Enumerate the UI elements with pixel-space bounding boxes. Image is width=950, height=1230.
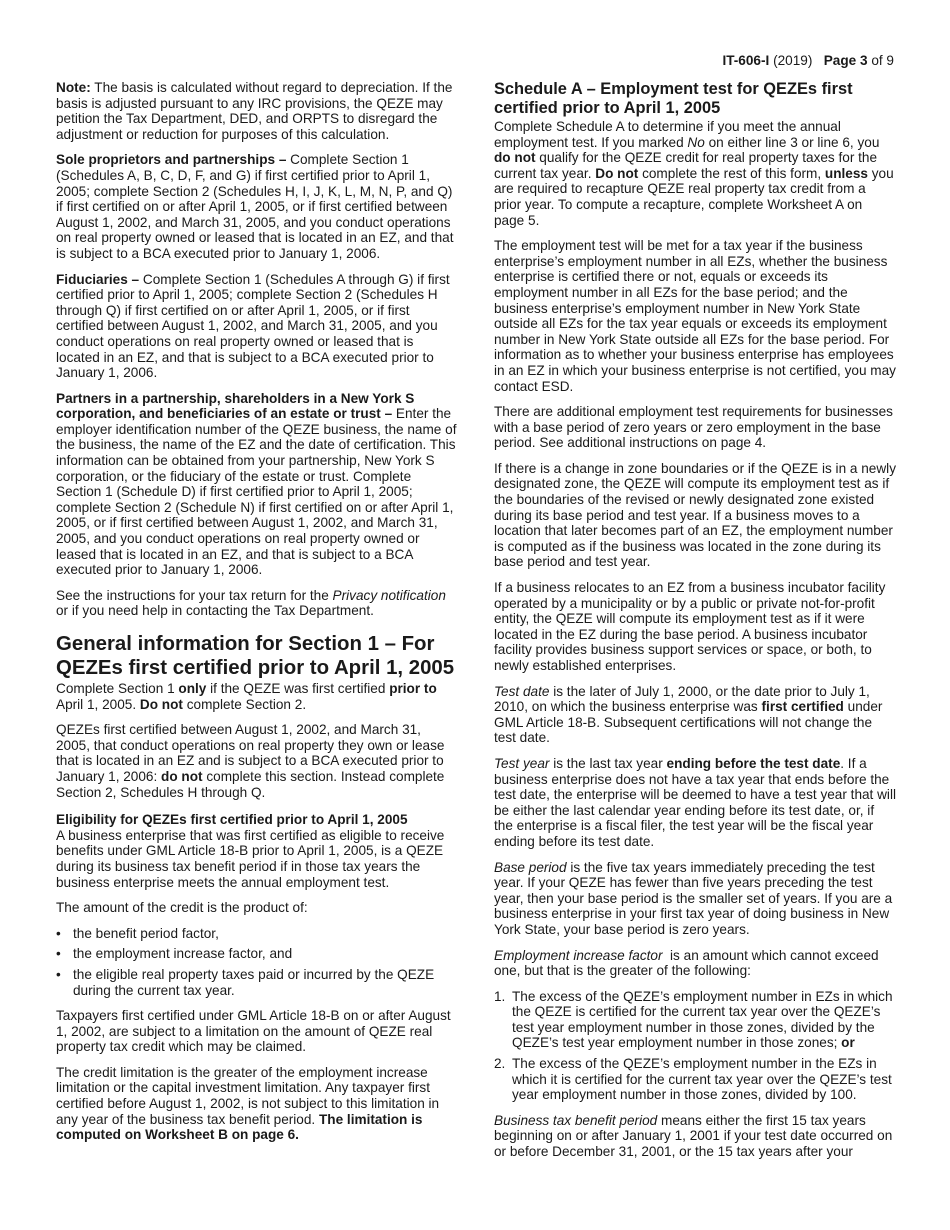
eligibility-paragraph: A business enterprise that was first certified as eligible to receive benefits under GML Article 18-B prior to April 1, 2005, is a QEZE during its business tax benefit period if in those tax years the business enterprise meets the annual employment test. (56, 827, 445, 890)
zone-change-paragraph: If there is a change in zone boundaries or if the QEZE is in a newly designated zone, the QEZE will compute its employment test as if the boundaries of the revised or newly designated zone existed during its base period and test year. If a business moves to a location that later becomes part of an EZ, the employment number is computed as if the business was located in the zone during its base period and test year. (494, 460, 896, 570)
employment-test-paragraph: The employment test will be met for a tax year if the business enterprise’s employment number in all EZs, whether the business enterprise is certified there or not, equals or exceeds its employment number in all EZs for the base period; and the business enterprise’s employment number in New York State outside all EZs for the tax year equals or exceeds its employment number in New York State outside all EZs for the base period. For information as to whether your business enterprise has employees in an EZ in which your business enterprise is not certified, you may contact ESD. (494, 238, 896, 394)
additional-requirements-paragraph: There are additional employment test requirements for businesses with a base period of zero years or zero employment in the base period. See additional instructions on page 4. (494, 404, 893, 451)
complete-section-paragraph: Complete Section 1 only if the QEZE was first certified prior to April 1, 2005. Do not complete Section 2. (56, 681, 437, 712)
form-year: (2019) (773, 53, 813, 68)
right-column (494, 80, 896, 1170)
eligibility-heading: Eligibility for QEZEs first certified prior to April 1, 2005 (56, 812, 408, 828)
list-item: 2. The excess of the QEZE’s employment number in the EZs in which it is certified for the current tax year over the QEZE’s test year employment number in those zones, divided by 100. (494, 1056, 892, 1103)
qezes-between-paragraph: QEZEs first certified between August 1, 2002, and March 31, 2005, that conduct operations on real property they own or lease that is located in an EZ and is subject to a BCA executed prior to January 1, 2006: do not complete this section. Instead complete Section 2, Schedules H through Q. (56, 722, 445, 800)
form-id: IT-606-I (722, 53, 770, 68)
amount-intro: The amount of the credit is the product of: (56, 900, 308, 916)
taxpayers-paragraph: Taxpayers first certified under GML Article 18-B on or after August 1, 2002, are subject to a limitation on the amount of QEZE real property tax credit which may be claimed. (56, 1008, 451, 1055)
base-period-paragraph: Base period is the five tax years immediately preceding the test year. If your QEZE has fewer than five years preceding the test year, then your base period is the smaller set of years. If you are a business enterprise in your first tax year of doing business in New York State, your base period is zero years. (494, 859, 893, 937)
sole-proprietors-paragraph: Sole proprietors and partnerships – Complete Section 1 (Schedules A, B, C, D, F, and G) if first certified prior to April 1, 2005; complete Section 2 (Schedules H, I, J, K, L, M, N, P, and Q) if first certified on or after April 1, 2005, or if first certified between August 1, 2002, and March 31, 2005, and you conduct operations on real property owned or leased that is located in an EZ, and that is subject to a BCA executed prior to January 1, 2006. (56, 152, 454, 261)
credit-limitation-paragraph: The credit limitation is the greater of the employment increase limitation or the capital investment limitation. Any taxpayer first certified before August 1, 2002, is not subject to this limitation in any year of the business tax benefit period. The limitation is computed on Worksheet B on page 6. (56, 1064, 440, 1143)
note-paragraph: Note: The basis is calculated without regard to depreciation. If the basis is adjusted pursuant to any IRC provisions, the QEZE may petition the Tax Department, DED, and ORPTS to disregard the adjustment or reduction for purposes of this calculation. (56, 80, 453, 142)
list-item: • the employment increase factor, and (56, 946, 293, 962)
page-of: of 9 (871, 53, 894, 68)
benefit-period-paragraph: Business tax benefit period means either the first 15 tax years beginning on or after January 1, 2001 if your test date occurred on or before December 31, 2001, or the 15 tax years after your (494, 1112, 893, 1160)
test-date-paragraph: Test date is the later of July 1, 2000, or the date prior to July 1, 2010, on which the business enterprise was first certified under GML Article 18-B. Subsequent certifications will not change the test date. (494, 683, 883, 746)
general-information-heading: General information for Section 1 – For QEZEs first certified prior to April 1, 2005 (56, 633, 455, 679)
list-item: • the eligible real property taxes paid or incurred by the QEZE during the current tax year. (56, 966, 435, 998)
partners-paragraph: Partners in a partnership, shareholders in a New York S corporation, and beneficiaries of an estate or trust – Enter the employer identification number of the QEZE business, the name of the business, the name of the EZ and the date of certification. This information can be obtained from your partnership, New York S corporation, or the fiduciary of the estate or trust. Complete Section 1 (Schedule D) if first certified prior to April 1, 2005; complete Section 2 (Schedule N) if first certified on or after April 1, 2005, or if first certified between August 1, 2002, and March 31, 2005, and you conduct operations on real property owned or leased that is located in an EZ, and that is subject to a BCA executed prior to January 1, 2006. (56, 390, 457, 578)
list-item: • the benefit period factor, (56, 925, 219, 941)
credit-factors-list (56, 926, 458, 998)
left-column (56, 80, 458, 1153)
list-item: 1. The excess of the QEZE’s employment number in EZs in which the QEZE is certified for the current tax year over the QEZE’s test year employment number in those zones, divided by the QEZE’s test year employment number in those zones; or (494, 988, 893, 1051)
page-label: Page 3 (823, 53, 868, 68)
fiduciaries-paragraph: Fiduciaries – Complete Section 1 (Schedules A through G) if first certified prior to April 1, 2005; complete Section 2 (Schedules H through Q) if first certified on or after April 1, 2005, or if first certified between August 1, 2002, and March 31, 2005, and you conduct operations on real property owned or leased that is located in an EZ, and that is subject to a BCA executed prior to January 1, 2006. (56, 271, 450, 381)
privacy-paragraph: See the instructions for your tax return for the Privacy notification or if you need help in contacting the Tax Department. (56, 587, 446, 619)
factor-options-list (494, 989, 896, 1103)
schedule-intro-paragraph: Complete Schedule A to determine if you meet the annual employment test. If you marked No on either line 3 or line 6, you do not qualify for the QEZE credit for real property taxes for the current tax year. Do not complete the rest of this form, unless you are required to recapture QEZE real property tax credit from a prior year. To compute a recapture, complete Worksheet A on page 5. (494, 119, 894, 228)
incubator-paragraph: If a business relocates to an EZ from a business incubator facility operated by a municipality or by a public or private not-for-profit entity, the QEZE will compute its employment test as if it were located in the EZ during the base period. A business incubator facility provides business support services or space, or both, to newly established enterprises. (494, 580, 886, 673)
page-header (722, 53, 894, 69)
test-year-paragraph: Test year is the last tax year ending before the test date. If a business enterprise does not have a tax year that ends before the test date, the enterprise will be deemed to have a test year that will be either the last calendar year ending before its test date, or, if the enterprise is a fiscal filer, the test year will be the fiscal year ending before its test date. (494, 755, 896, 849)
employment-increase-factor-paragraph: Employment increase factor is an amount which cannot exceed one, but that is the greater of the following: (494, 947, 883, 979)
schedule-a-heading: Schedule A – Employment test for QEZEs first certified prior to April 1, 2005 (494, 80, 853, 117)
